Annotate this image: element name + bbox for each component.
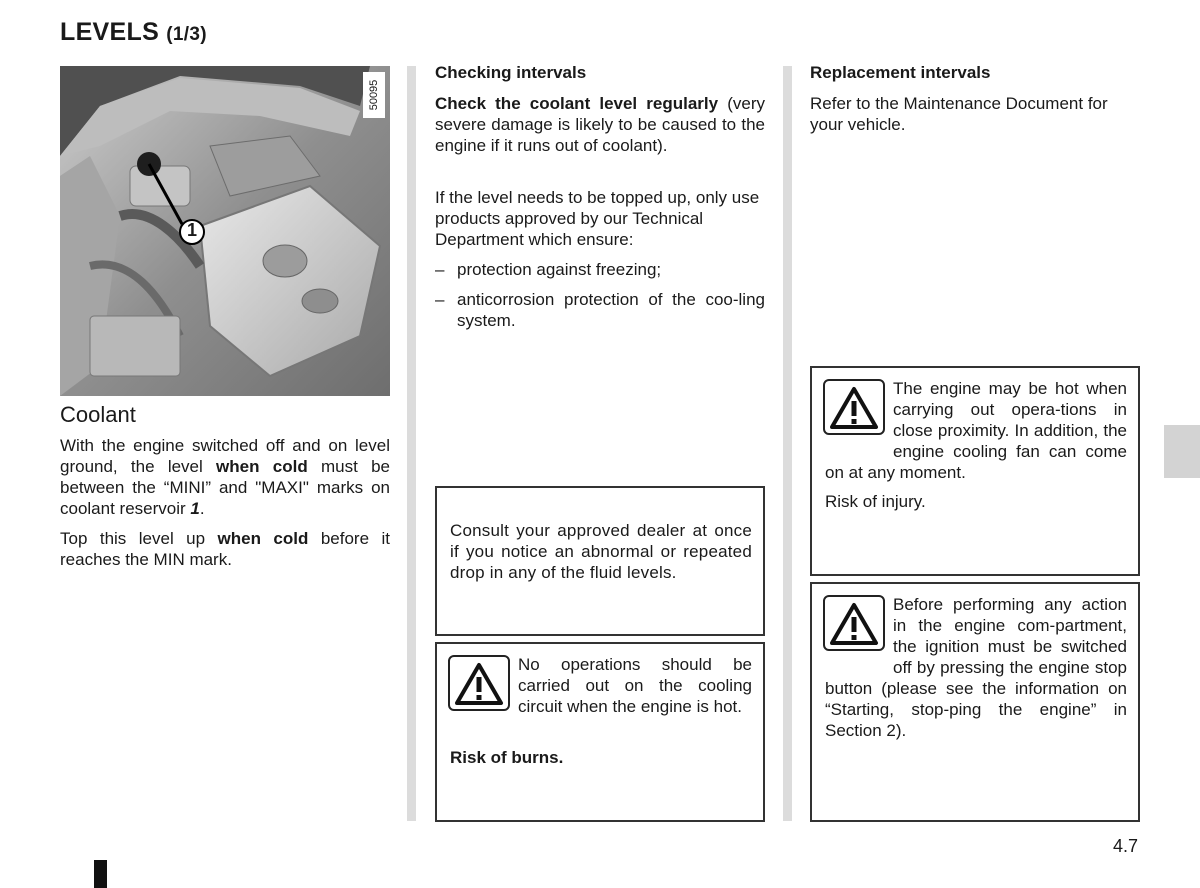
- page-number: 4.7: [1113, 836, 1139, 856]
- page-title-suffix: (1/3): [166, 24, 207, 45]
- heading-replacement-intervals: Replacement intervals: [810, 63, 991, 82]
- emphasis: when cold: [217, 529, 309, 548]
- ignition-warning-text: [825, 594, 1127, 741]
- consult-dealer-text: Consult your approved dealer at once if you notice an abnormal or repeated drop in any of the fluid levels.: [450, 521, 752, 582]
- list-item: [435, 289, 765, 333]
- margin-crop-mark: [94, 860, 107, 888]
- list-dash: –: [435, 260, 445, 279]
- list-item-text: protection against freezing;: [457, 260, 662, 279]
- column-separator: [407, 66, 416, 821]
- ignition-warning-box: [810, 582, 1140, 822]
- engine-bay-illustration: [60, 66, 390, 396]
- callout-label: 1: [186, 220, 197, 240]
- text: With the engine switched off and on level ground, the level: [60, 436, 390, 476]
- coolant-paragraph-2: [60, 528, 390, 570]
- page-title: [60, 18, 207, 47]
- text: (very severe damage is likely to be caused to the engine if it runs out of coolant).: [435, 94, 766, 155]
- text: must be between the “MINI” and "MAXI" marks on coolant reservoir: [60, 457, 390, 518]
- engine-bay-photo: [60, 66, 390, 396]
- emphasis: 1: [190, 499, 200, 518]
- hot-engine-warning-box: [810, 366, 1140, 576]
- section-side-tab: [1164, 425, 1200, 478]
- column-separator: [783, 66, 792, 821]
- list-dash: –: [435, 290, 445, 309]
- warning-triangle-icon: [448, 655, 510, 711]
- emphasis: Check the coolant level regularly: [435, 94, 719, 113]
- hot-engine-warning-text: [825, 378, 1127, 483]
- text: Before performing any action in the engine com-partment, the ignition must be switched off by pressing the engine stop button (please see the information on “Starting, stop-ping the engine” in Section 2).: [825, 595, 1127, 740]
- hot-engine-risk-text: Risk of injury.: [825, 492, 926, 511]
- burns-warning-text: No operations should be carried out on the cooling circuit when the engine is hot.: [518, 655, 752, 716]
- heading-checking-intervals: Checking intervals: [435, 63, 587, 82]
- text: .: [199, 499, 205, 518]
- icon-spacer: [825, 594, 893, 678]
- checking-paragraph-1: [435, 93, 765, 156]
- coolant-paragraph-1: [60, 435, 390, 519]
- list-item-text: anticorrosion protection of the coo-ling system.: [457, 290, 765, 330]
- checking-paragraph-2: If the level needs to be topped up, only use products approved by our Technical Department which ensure:: [435, 188, 760, 249]
- text: Top this level up: [60, 529, 218, 548]
- burns-warning-box: [435, 642, 765, 822]
- section-heading-coolant: Coolant: [60, 402, 136, 427]
- text: The engine may be hot when carrying out opera-tions in close proximity. In addition, the engine cooling fan can come on at any moment.: [825, 379, 1127, 482]
- text: before it reaches the MIN mark.: [60, 529, 390, 569]
- list-item: [435, 259, 765, 281]
- page-title-text: LEVELS: [60, 18, 160, 46]
- photo-reference-code: 50095: [368, 79, 380, 111]
- emphasis: when cold: [216, 457, 308, 476]
- consult-dealer-box: [435, 486, 765, 636]
- replacement-text: Refer to the Maintenance Document for your vehicle.: [810, 94, 1108, 134]
- icon-spacer: [825, 378, 893, 462]
- burns-warning-emphasis: Risk of burns.: [450, 748, 564, 767]
